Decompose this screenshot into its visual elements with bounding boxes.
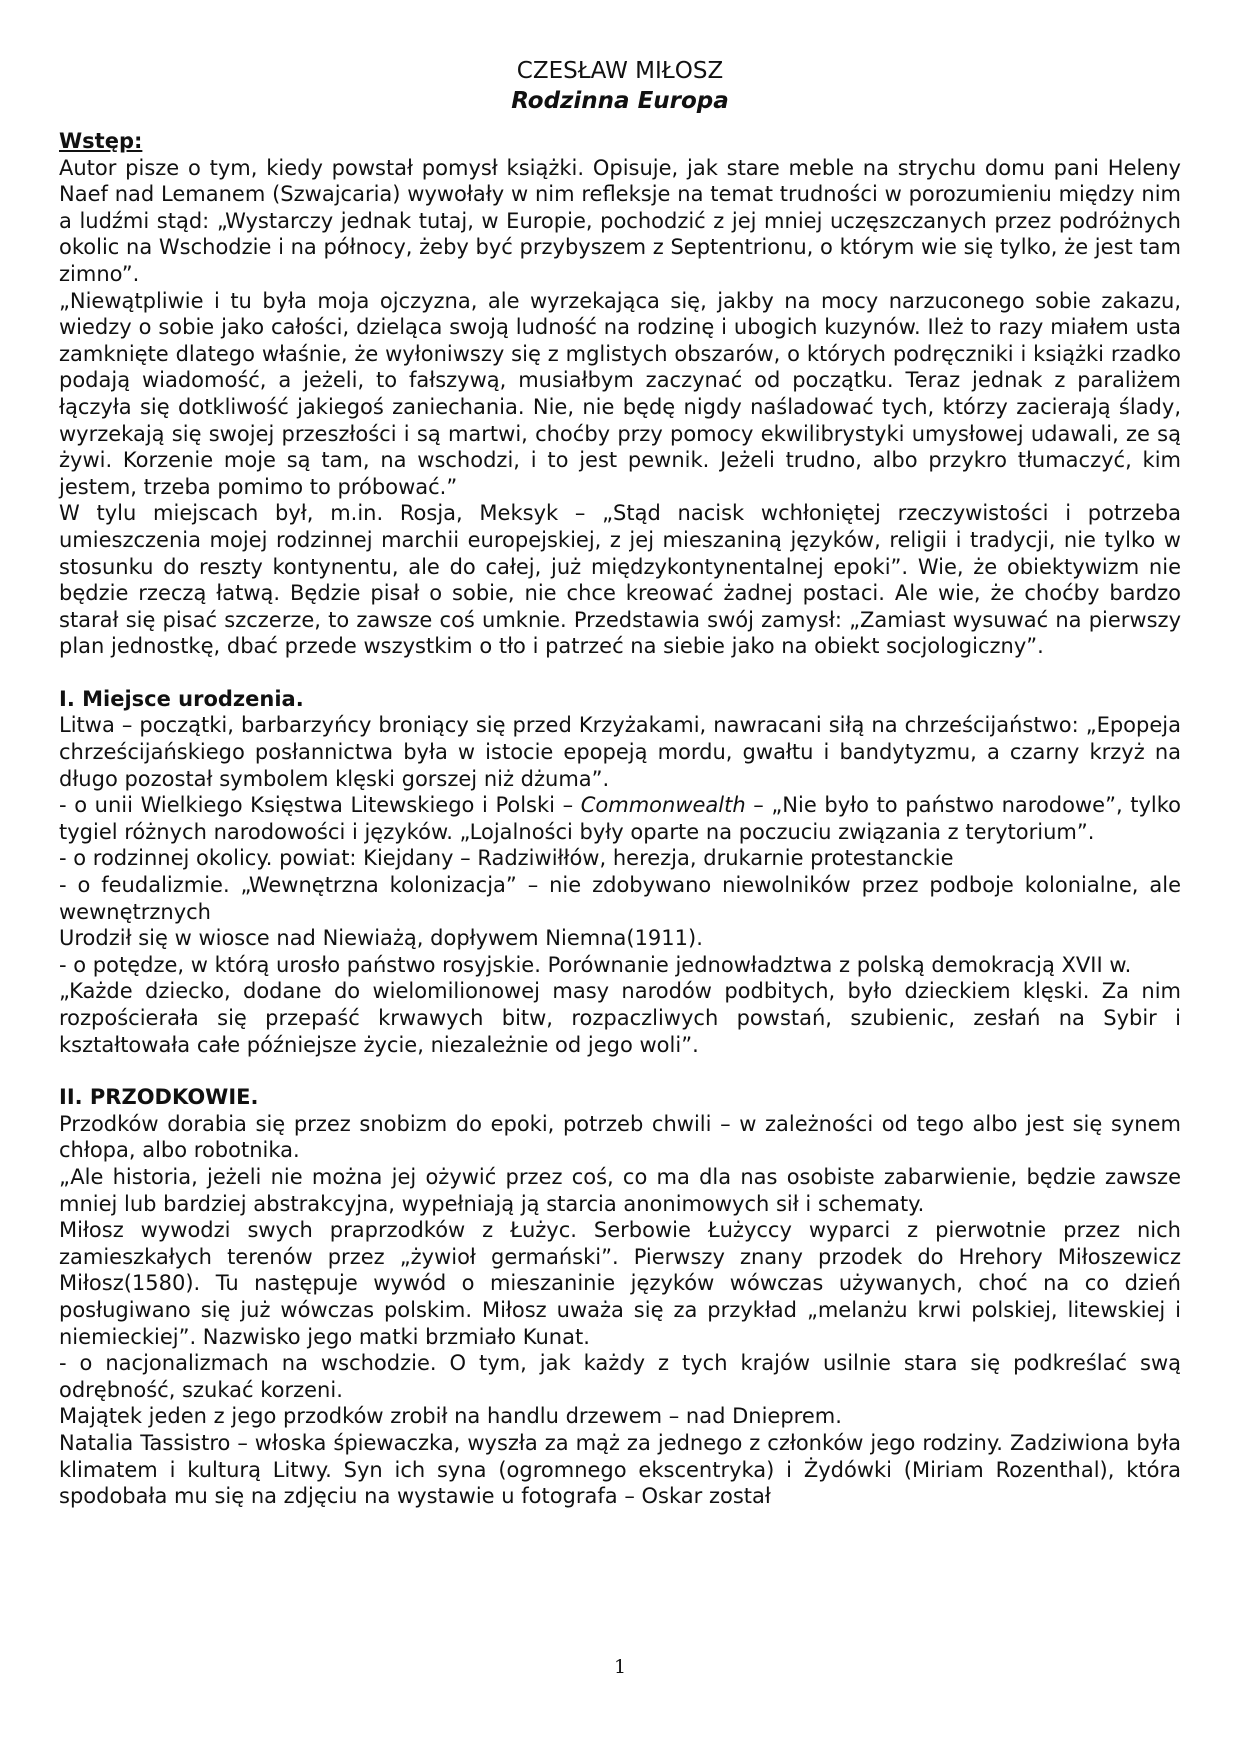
section2-paragraph: - o nacjonalizmach na wschodzie. O tym, jak każdy z tych krajów usilnie stara się podkreślać swą odrębność, szukać korzeni. (59, 1351, 1181, 1402)
section2-paragraph: Natalia Tassistro – włoska śpiewaczka, wyszła za mąż za jednego z członków jego rodziny. Zadziwiona była klimatem i kulturą Litwy. Syn ich syna (ogromnego ekscentryka) i Żydówki (Miriam Rozenthal), która spodobała mu się na zdjęciu na wystawie u fotografa – Oskar został (59, 1430, 1181, 1509)
section1-paragraph: - o potędze, w którą urosło państwo rosyjskie. Porównanie jednowładztwa z polską demokracją XVII w. (59, 952, 1132, 977)
document-author: CZESŁAW MIŁOSZ (516, 58, 724, 84)
intro-heading: Wstęp: (59, 129, 143, 153)
section1-paragraph: „Każde dziecko, dodane do wielomilionowej masy narodów podbitych, było dzieckiem klęski. Za nim rozpościerała się przepaść krwawych bitw, rozpaczliwych powstań, szubienic, zesłań na Sybir i kształtowała całe późniejsze życie, niezależnie od jego woli”. (59, 979, 1181, 1057)
section1-paragraph: Urodził się w wiosce nad Niewiażą, dopływem Niemna(1911). (59, 926, 703, 951)
section1-paragraph: - o feudalizmie. „Wewnętrzna kolonizacja” – nie zdobywano niewolników przez podboje kolonialne, ale wewnętrznych (59, 873, 1181, 924)
document-title: Rodzinna Europa (511, 88, 729, 114)
section1-paragraph: Litwa – początki, barbarzyńcy broniący się przed Krzyżakami, nawracani siłą na chrześcijaństwo: „Epopeja chrześcijańskiego posłannictwa była w istocie epopeją mordu, gwałtu i bandytyzmu, a czarny krzyż na długo pozostał symbolem klęski gorszej niż dżuma”. (59, 713, 1181, 791)
section1-text: – „Nie było to państwo narodowe”, tylko tygiel różnych narodowości i języków. „Lojalności były oparte na poczuciu związania z terytorium”. (59, 793, 1181, 844)
section2-paragraph: Majątek jeden z jego przodków zrobił na handlu drzewem – nad Dnieprem. (59, 1404, 842, 1429)
section1-text: - o unii Wielkiego Księstwa Litewskiego i Polski – (59, 793, 581, 818)
page-number: 1 (613, 1656, 627, 1678)
intro-paragraph: „Niewątpliwie i tu była moja ojczyzna, ale wyrzekająca się, jakby na mocy narzuconego sobie zakazu, wiedzy o sobie jako całości, dzieląca swoją ludność na rodzinę i ubogich kuzynów. Ileż to razy miałem usta zamknięte dlatego właśnie, że wyłoniwszy się z mglistych obszarów, o których podręczniki i książki rzadko podają wiadomość, a jeżeli, to fałszywą, musiałbym zaczynać od początku. Teraz jednak z paraliżem łączyła się dotkliwość jakiegoś zaniechania. Nie, nie będę nigdy naśladować tych, którzy zacierają ślady, wyrzekają się swojej przeszłości i są martwi, choćby przy pomocy ekwilibrystyki umysłowej udawali, ze są żywi. Korzenie moje są tam, na wschodzi, i to jest pewnik. Jeżeli trudno, albo przykro tłumaczyć, kim jestem, trzeba pomimo to próbować.” (59, 288, 1181, 499)
section1-emphasis: Commonwealth (580, 793, 746, 818)
section-heading-ancestors: II. PRZODKOWIE. (59, 1085, 259, 1110)
section1-paragraph: - o rodzinnej okolicy. powiat: Kiejdany – Radziwiłłów, herezja, drukarnie protestanckie (59, 846, 954, 871)
section2-paragraph: „Ale historia, jeżeli nie można jej ożywić przez coś, co ma dla nas osobiste zabarwienie, będzie zawsze mniej lub bardziej abstrakcyjna, wypełniają ją starcia anonimowych sił i schematy. (59, 1164, 1181, 1216)
intro-paragraph: W tylu miejscach był, m.in. Rosja, Meksyk – „Stąd nacisk wchłoniętej rzeczywistości i potrzeba umieszczenia mojej rodzinnej marchii europejskiej, z jej mieszaniną języków, religii i tradycji, nie tylko w stosunku do reszty kontynentu, ale do całej, już międzykontynentalnej epoki”. Wie, że obiektywizm nie będzie rzeczą łatwą. Będzie pisał o sobie, nie chce kreować żadnej postaci. Ale wie, że choćby bardzo starał się pisać szczerze, to zawsze coś umknie. Przedstawia swój zamysł: „Zamiast wysuwać na pierwszy plan jednostkę, dbać przede wszystkim o tło i patrzeć na siebie jako na obiekt socjologiczny”. (59, 501, 1181, 659)
section1-paragraph (59, 792, 1181, 845)
intro-paragraph: Autor pisze o tym, kiedy powstał pomysł książki. Opisuje, jak stare meble na strychu domu pani Heleny Naef nad Lemanem (Szwajcaria) wywołały w nim refleksje na temat trudności w porozumieniu między nim a ludźmi stąd: „Wystarczy jednak tutaj, w Europie, pochodzić z jej mniej uczęszczanych przez podróżnych okolic na Wschodzie i na północy, żeby być przybyszem z Septentrionu, o którym wie się tylko, że jest tam zimno”. (59, 155, 1181, 286)
section2-paragraph: Przodków dorabia się przez snobizm do epoki, potrzeb chwili – w zależności od tego albo jest się synem chłopa, albo robotnika. (59, 1111, 1181, 1163)
page-content (59, 56, 1181, 1510)
section-heading-birthplace: I. Miejsce urodzenia. (59, 686, 304, 711)
section2-paragraph: Miłosz wywodzi swych praprzodków z Łużyc. Serbowie Łużyccy wyparci z pierwotnie przez nich zamieszkałych terenów przez „żywioł germański”. Pierwszy znany przodek do Hrehory Miłoszewicz Miłosz(1580). Tu następuje wywód o mieszaninie języków wówczas używanych, choć na co dzień posługiwano się już wówczas polskim. Miłosz uważa się za przykład „melanżu krwi polskiej, litewskiej i niemieckiej”. Nazwisko jego matki brzmiało Kunat. (59, 1218, 1181, 1349)
